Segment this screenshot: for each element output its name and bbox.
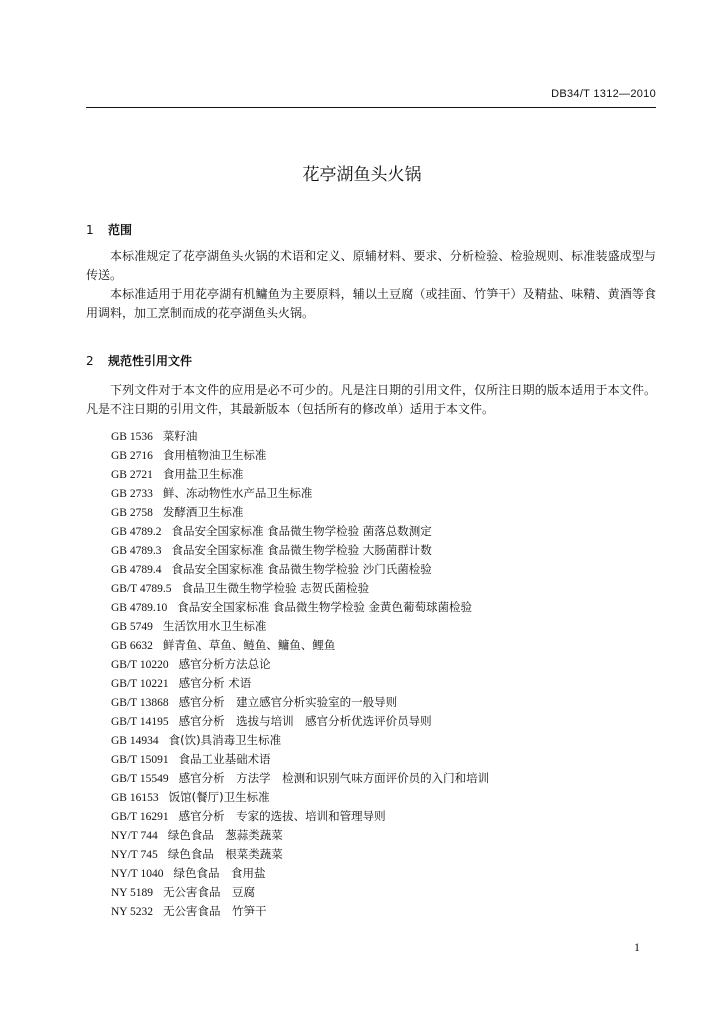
- reference-code: GB 14934: [111, 735, 159, 747]
- reference-item: [111, 674, 489, 693]
- reference-code: GB 1536: [111, 431, 153, 443]
- reference-code: GB 4789.4: [111, 564, 162, 576]
- reference-title: 食(饮)具消毒卫生标准: [168, 733, 282, 747]
- reference-code: GB 2716: [111, 450, 153, 462]
- reference-item: [111, 427, 489, 446]
- reference-title: 绿色食品 葱蒜类蔬菜: [167, 828, 283, 842]
- reference-item: [111, 636, 489, 655]
- reference-code: GB 2758: [111, 507, 153, 519]
- reference-code: GB/T 15549: [111, 773, 169, 785]
- reference-item: [111, 845, 489, 864]
- reference-code: GB/T 14195: [111, 716, 169, 728]
- scope-paragraph-1: 本标准规定了花亭湖鱼头火锅的术语和定义、原辅材料、要求、分析检验、检验规则、标准装盛成型与传送。: [86, 249, 656, 282]
- reference-code: GB/T 10220: [111, 659, 169, 671]
- reference-list: [111, 427, 489, 921]
- reference-title: 食品卫生微生物学检验 志贺氏菌检验: [181, 581, 370, 595]
- reference-title: 无公害食品 豆腐: [163, 885, 256, 899]
- section-number: 2: [86, 354, 94, 368]
- reference-title: 感官分析方法总论: [178, 657, 271, 671]
- reference-code: GB 6632: [111, 640, 153, 652]
- reference-code: GB/T 4789.5: [111, 583, 172, 595]
- reference-item: [111, 617, 489, 636]
- reference-item: [111, 864, 489, 883]
- reference-item: [111, 655, 489, 674]
- document-title: 花亭湖鱼头火锅: [302, 165, 422, 185]
- reference-title: 饭馆(餐厅)卫生标准: [168, 790, 270, 804]
- reference-item: [111, 883, 489, 902]
- reference-item: [111, 902, 489, 921]
- reference-title: 食品安全国家标准 食品微生物学检验 大肠菌群计数: [171, 543, 432, 557]
- section-heading-normative-references: [86, 352, 192, 369]
- reference-title: 无公害食品 竹笋干: [163, 904, 267, 918]
- reference-title: 感官分析 专家的选拔、培训和管理导则: [178, 809, 386, 823]
- section-title: 范围: [108, 223, 133, 237]
- reference-item: [111, 807, 489, 826]
- reference-title: 鲜、冻动物性水产品卫生标准: [162, 486, 313, 500]
- reference-title: 绿色食品 食用盐: [173, 866, 266, 880]
- reference-item: [111, 541, 489, 560]
- reference-code: NY 5232: [111, 906, 154, 918]
- reference-code: NY 5189: [111, 887, 154, 899]
- reference-item: [111, 598, 489, 617]
- reference-title: 鲜青鱼、草鱼、鲢鱼、鳙鱼、鲤鱼: [162, 638, 336, 652]
- reference-code: GB 16153: [111, 792, 159, 804]
- section-heading-scope: [86, 221, 132, 238]
- reference-code: GB 4789.3: [111, 545, 162, 557]
- reference-item: [111, 693, 489, 712]
- reference-title: 发酵酒卫生标准: [162, 505, 244, 519]
- reference-code: NY/T 745: [111, 849, 158, 861]
- reference-item: [111, 446, 489, 465]
- reference-item: [111, 503, 489, 522]
- document-code: DB34/T 1312—2010: [551, 88, 656, 100]
- reference-title: 食用盐卫生标准: [162, 467, 244, 481]
- reference-title: 食用植物油卫生标准: [162, 448, 267, 462]
- reference-title: 绿色食品 根菜类蔬菜: [167, 847, 283, 861]
- reference-item: [111, 750, 489, 769]
- reference-code: GB/T 10221: [111, 678, 169, 690]
- reference-title: 感官分析 建立感官分析实验室的一般导则: [178, 695, 398, 709]
- section-title: 规范性引用文件: [108, 354, 193, 368]
- scope-paragraph-2: 本标准适用于用花亭湖有机鳙鱼为主要原料，辅以土豆腐（或挂面、竹笋干）及精盐、味精、黄酒等食用调料，加工烹制而成的花亭湖鱼头火锅。: [86, 287, 656, 320]
- reference-code: GB 4789.2: [111, 526, 162, 538]
- reference-code: NY/T 744: [111, 830, 158, 842]
- reference-item: [111, 465, 489, 484]
- page-number: 1: [634, 940, 640, 954]
- reference-code: GB 2721: [111, 469, 153, 481]
- reference-code: GB 2733: [111, 488, 153, 500]
- header-rule: [86, 107, 656, 108]
- reference-title: 食品工业基础术语: [178, 752, 271, 766]
- reference-title: 食品安全国家标准 食品微生物学检验 金黄色葡萄球菌检验: [177, 600, 473, 614]
- reference-title: 食品安全国家标准 食品微生物学检验 菌落总数测定: [171, 524, 432, 538]
- reference-item: [111, 731, 489, 750]
- reference-title: 感官分析 术语: [178, 676, 252, 690]
- reference-title: 感官分析 方法学 检测和识别气味方面评价员的入门和培训: [178, 771, 490, 785]
- reference-item: [111, 712, 489, 731]
- reference-item: [111, 826, 489, 845]
- reference-code: GB/T 16291: [111, 811, 169, 823]
- reference-code: GB 4789.10: [111, 602, 168, 614]
- reference-code: GB/T 15091: [111, 754, 169, 766]
- section-number: 1: [86, 223, 94, 237]
- references-intro-paragraph: 下列文件对于本文件的应用是必不可少的。凡是注日期的引用文件，仅所注日期的版本适用于本文件。凡是不注日期的引用文件，其最新版本（包括所有的修改单）适用于本文件。: [86, 383, 656, 416]
- reference-title: 食品安全国家标准 食品微生物学检验 沙门氏菌检验: [171, 562, 432, 576]
- reference-item: [111, 788, 489, 807]
- reference-title: 感官分析 选拔与培训 感官分析优选评价员导则: [178, 714, 432, 728]
- reference-item: [111, 522, 489, 541]
- reference-item: [111, 579, 489, 598]
- reference-code: GB 5749: [111, 621, 153, 633]
- reference-title: 生活饮用水卫生标准: [162, 619, 267, 633]
- reference-code: GB/T 13868: [111, 697, 169, 709]
- reference-code: NY/T 1040: [111, 868, 164, 880]
- reference-item: [111, 769, 489, 788]
- reference-item: [111, 560, 489, 579]
- reference-title: 菜籽油: [162, 429, 198, 443]
- reference-item: [111, 484, 489, 503]
